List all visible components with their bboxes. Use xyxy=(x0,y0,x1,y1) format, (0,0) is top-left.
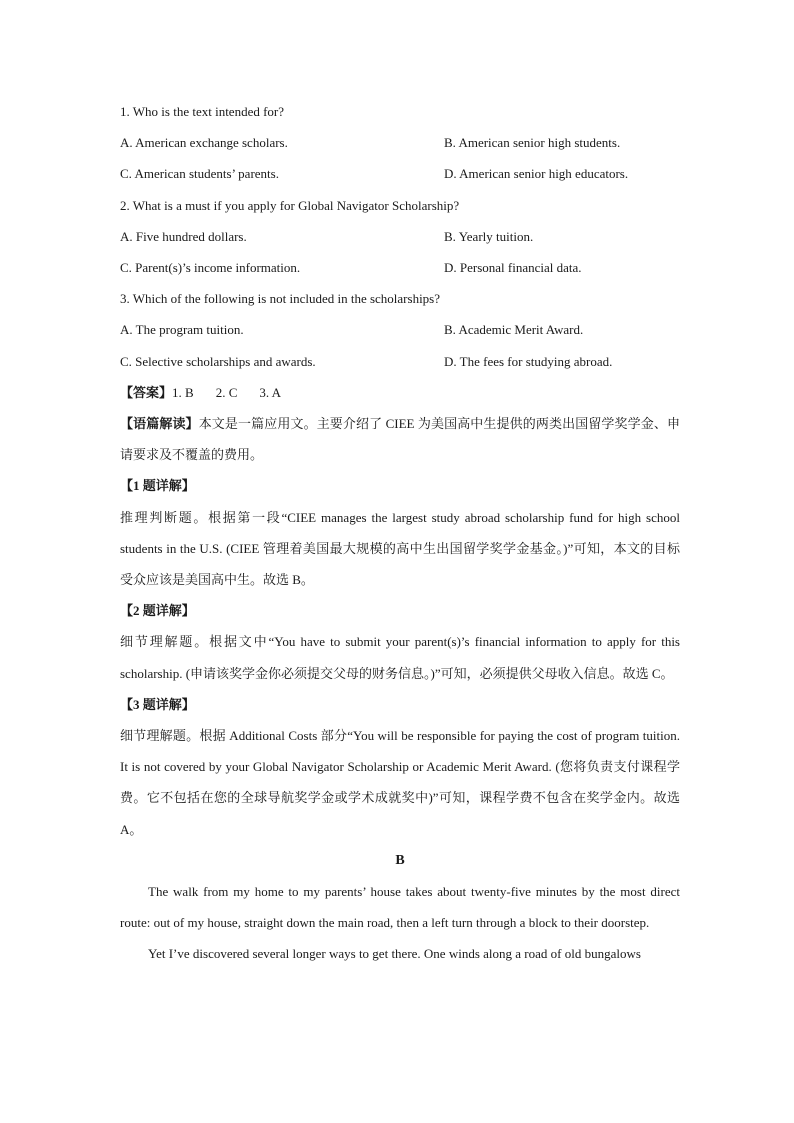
question-2-stem: 2. What is a must if you apply for Global Navigator Scholarship? xyxy=(120,197,460,213)
question-3-stem: 3. Which of the following is not included in the scholarships? xyxy=(120,291,441,307)
answer-line xyxy=(120,377,680,408)
question-3-option-b: B. Academic Merit Award. xyxy=(444,322,584,338)
question-1-stem: 1. Who is the text intended for? xyxy=(120,104,285,119)
detail-1-heading: 【1 题详解】 xyxy=(120,478,195,494)
question-2-option-c: C. Parent(s)’s income information. xyxy=(120,259,301,275)
question-2-option-a: A. Five hundred dollars. xyxy=(120,228,247,244)
question-3-option-c: C. Selective scholarships and awards. xyxy=(120,353,316,369)
answer-label: 【答案】 xyxy=(120,384,173,400)
passage-b-paragraph-2: Yet I’ve discovered several longer ways to get there. One winds along a road of old bungalows xyxy=(148,946,641,962)
question-1-options-row-1 xyxy=(120,127,680,158)
question-1-options-row-2 xyxy=(120,158,680,189)
question-2-option-d: D. Personal financial data. xyxy=(444,259,582,275)
passage-b-heading: B xyxy=(395,852,405,868)
question-1-option-b: B. American senior high students. xyxy=(444,135,621,151)
question-3-options-row-2 xyxy=(120,346,680,377)
question-1-option-c: C. American students’ parents. xyxy=(120,166,279,182)
detail-2-heading: 【2 题详解】 xyxy=(120,603,195,619)
answer-item-3: 3. A xyxy=(259,384,282,400)
question-2-options-row-1 xyxy=(120,221,680,252)
interpretation-text: 本文是一篇应用文。主要介绍了 CIEE 为美国高中生提供的两类出国留学奖学金、申请要求及不覆盖的费用。 xyxy=(120,415,680,463)
passage-b-paragraph-1: The walk from my home to my parents’ house takes about twenty-five minutes by the most direct route: out of my house, straight down the main road, then a left turn through a block to their doorstep. xyxy=(120,883,680,931)
question-3-options-row-1 xyxy=(120,314,680,345)
interpretation-label: 【语篇解读】 xyxy=(120,415,199,431)
detail-1-text: 推理判断题。根据第一段“CIEE manages the largest study abroad scholarship fund for high school students in the U.S. (CIEE 管理着美国最大规模的高中生出国留学奖学金基金。)”可知，本文的目标受众应该是美国高中生。故选 B。 xyxy=(120,509,680,587)
question-1-option-a: A. American exchange scholars. xyxy=(120,135,288,151)
answer-item-1: 1. B xyxy=(172,384,194,400)
question-1-option-d: D. American senior high educators. xyxy=(444,166,629,182)
document-page xyxy=(120,96,680,970)
detail-3-heading: 【3 题详解】 xyxy=(120,696,195,712)
question-3-option-d: D. The fees for studying abroad. xyxy=(444,353,613,369)
detail-3-text: 细节理解题。根据 Additional Costs 部分“You will be responsible for paying the cost of program tuition. It is not covered by your Global Navigator Scholarship or Academic Merit Award. (您将负责支付课程学费。它不包括在您的全球导航奖学金或学术成就奖中)”可知，课程学费不包含在奖学金内。故选 A。 xyxy=(120,727,680,837)
question-3-option-a: A. The program tuition. xyxy=(120,322,244,338)
question-2-options-row-2 xyxy=(120,252,680,283)
detail-2-text: 细节理解题。根据文中“You have to submit your parent(s)’s financial information to apply for this scholarship. (申请该奖学金你必须提交父母的财务信息。)”可知，必须提供父母收入信息。故选 C。 xyxy=(120,634,680,681)
question-2-option-b: B. Yearly tuition. xyxy=(444,228,534,244)
interpretation-paragraph xyxy=(120,408,680,470)
answer-item-2: 2. C xyxy=(215,384,238,400)
